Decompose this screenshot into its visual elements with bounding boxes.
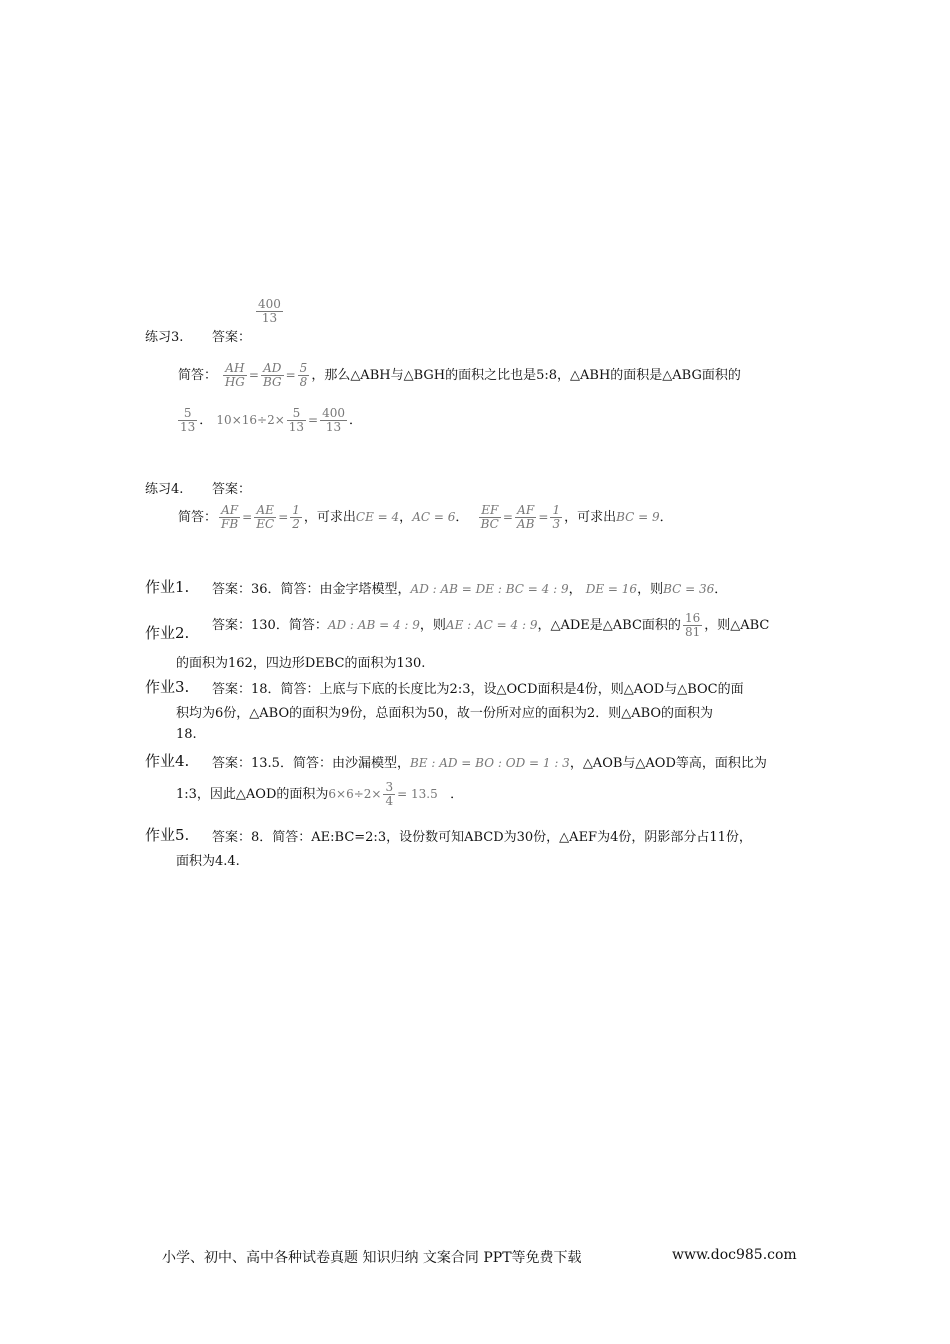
- exercise3-frac-5-13: $\frac{5}{13}$: [180, 405, 196, 434]
- homework3-line2: 积均为6份，△ABO的面积为9份，总面积为50，故一份所对应的面积为2．则△ABO的面积为: [176, 706, 714, 721]
- exercise3-brief: 简答： $\frac{AH}{HG}$ = $\frac{AD}{BG}$ = $\frac{5}{8}$ ，那么△ABH与△BGH的面积之比也是5:8，△ABH的面积是△ABG面积的: [178, 360, 741, 389]
- exercise3-text: ，那么△ABH与△BGH的面积之比也是5:8，△ABH的面积是△ABG面积的: [311, 368, 741, 383]
- footer-text: 小学、初中、高中各种试卷真题 知识归纳 文案合同 PPT等免费下载: [162, 1250, 582, 1266]
- homework5-line1: 答案：8．简答：AE:BC=2:3，设份数可知ABCD为30份，△AEF为4份，阴影部分占11份，: [212, 830, 752, 845]
- homework4-line1: 答案：13.5．简答：由沙漏模型，BE : AD = BO : OD = 1 : 3，△AOB与△AOD等高，面积比为: [212, 756, 767, 771]
- exercise3-label: 练习3.: [145, 330, 184, 345]
- exercise4-brief: 简答： $\frac{AF}{FB}$ = $\frac{AE}{EC}$ = $\frac{1}{2}$ ，可求出CE = 4，AC = 6． $\frac{EF}{BC}$ = $\frac{AF}{AB}$ = $\frac{1}{3}$ ，可求出BC = 9．: [178, 502, 673, 531]
- homework5-label: 作业5.: [145, 826, 190, 844]
- homework4-label: 作业4.: [145, 752, 190, 770]
- homework4-line2: 1:3，因此△AOD的面积为6×6÷2× $\frac{3}{4}$ = 13.5 ．: [176, 779, 464, 808]
- exercise4-label: 练习4.: [145, 482, 184, 497]
- homework3-label: 作业3.: [145, 678, 190, 696]
- homework2-frac-16-81: $\frac{16}{81}$: [684, 610, 701, 639]
- exercise3-frac-5-8: $\frac{5}{8}$: [299, 360, 308, 389]
- homework2-text: 答案：130．简答：AD : AB = 4 : 9，则AE : AC = 4 : 9，△ADE是△ABC面积的 $\frac{16}{81}$ ，则△ABC: [212, 610, 770, 639]
- homework3-line1: 答案：18．简答：上底与下底的长度比为2:3，设△OCD面积是4份，则△AOD与△BOC的面: [212, 682, 744, 697]
- exercise4-brief-label: 简答：: [178, 510, 218, 525]
- exercise3-expr: 10×16÷2× $\frac{5}{13}$ = $\frac{400}{13}$: [216, 405, 346, 434]
- exercise3-answer-label: 答案：: [212, 330, 252, 345]
- homework1-label: 作业1.: [145, 578, 190, 596]
- homework2-line2: 的面积为162，四边形DEBC的面积为130.: [176, 656, 426, 671]
- homework4-expr: 6×6÷2× $\frac{3}{4}$ = 13.5: [328, 779, 438, 808]
- homework2-label: 作业2.: [145, 624, 190, 642]
- homework1-text: 答案：36．简答：由金字塔模型，AD : AB = DE : BC = 4 : 9， DE = 16，则BC = 36．: [212, 582, 728, 597]
- exercise4-answer-label: 答案：: [212, 482, 252, 497]
- footer-url[interactable]: www.doc985.com: [672, 1247, 797, 1263]
- exercise3-frac-ah-hg: $\frac{AH}{HG}$: [224, 360, 245, 389]
- exercise3-brief-label: 简答：: [178, 368, 218, 383]
- exercise3-frac-ad-bg: $\frac{AD}{BG}$: [262, 360, 282, 389]
- exercise3-line2: $\frac{5}{13}$ ． 10×16÷2× $\frac{5}{13}$ = $\frac{400}{13}$ ．: [180, 405, 363, 434]
- homework3-line3: 18.: [176, 727, 197, 742]
- homework5-line2: 面积为4.4.: [176, 854, 240, 869]
- exercise3-answer-fraction: $\frac{400}{13}$: [258, 297, 281, 326]
